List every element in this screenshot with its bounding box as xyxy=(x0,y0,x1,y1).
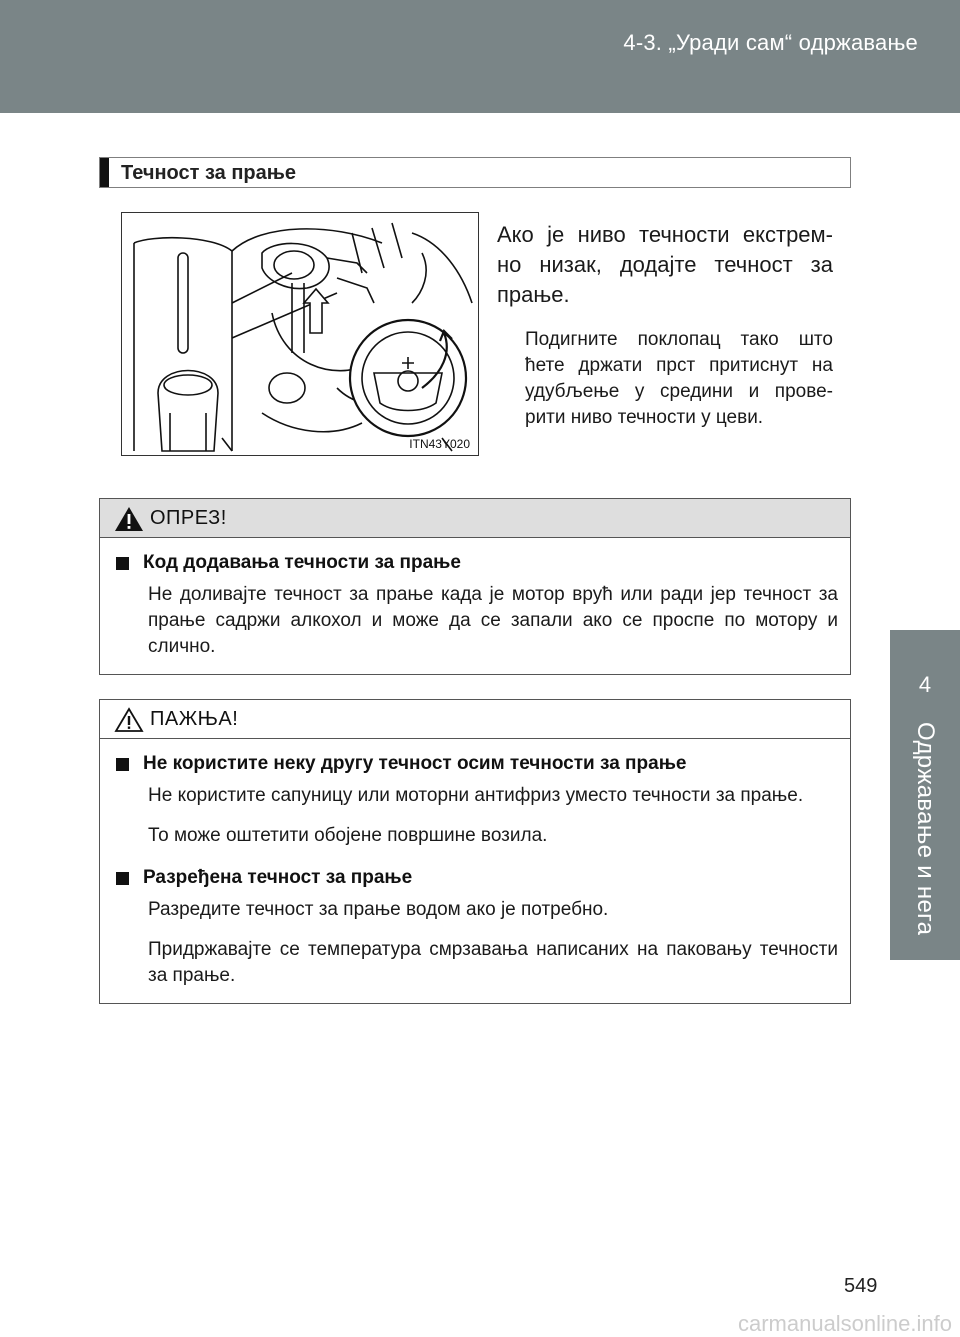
notice-item-heading xyxy=(116,867,838,889)
bullet-square-icon xyxy=(116,758,129,771)
chapter-number: 4 xyxy=(918,672,932,697)
section-breadcrumb: 4-3. „Уради сам“ одржавање xyxy=(623,30,918,55)
intro-main-text: Ако је ниво течности екстрем- но низак, додајте течност за прање. xyxy=(497,222,833,307)
intro-text-block xyxy=(497,220,833,431)
washer-reservoir-drawing xyxy=(122,213,478,455)
bullet-square-icon xyxy=(116,872,129,885)
notice-item-title: Разређена течност за прање xyxy=(143,867,413,888)
caution-body xyxy=(100,538,850,674)
warning-triangle-icon xyxy=(114,506,144,532)
header-band xyxy=(0,0,960,113)
notice-item xyxy=(116,867,838,989)
caution-item xyxy=(116,552,838,660)
caution-header xyxy=(100,499,850,538)
notice-item xyxy=(116,753,838,849)
caution-item-title: Код додавања течности за прање xyxy=(143,552,461,573)
caution-item-text: Не доливајте течност за прање када је мотор врућ или ради јер течност за прање садржи алкохол и може да се запали ако се проспе по мотору и слично. xyxy=(148,584,838,657)
notice-item-heading xyxy=(116,753,838,775)
notice-body xyxy=(100,739,850,1003)
notice-header xyxy=(100,700,850,739)
figure-code: ITN43Y020 xyxy=(409,437,470,451)
section-heading-box xyxy=(99,157,851,188)
caution-box xyxy=(99,498,851,675)
notice-item-text: Придржавајте се температура смрзавања написаних на паковању течности за прање. xyxy=(148,939,838,986)
caution-label: ОПРЕЗ! xyxy=(150,507,227,529)
page-number: 549 xyxy=(844,1275,878,1297)
notice-box xyxy=(99,699,851,1004)
notice-triangle-icon xyxy=(114,707,144,733)
section-title: Течност за прање xyxy=(121,162,296,184)
washer-fluid-illustration xyxy=(121,212,479,456)
chapter-tab[interactable] xyxy=(890,630,960,960)
notice-item-text: Разредите течност за прање водом ако је потребно. xyxy=(148,899,609,920)
section-heading-bar xyxy=(100,158,109,187)
bullet-square-icon xyxy=(116,557,129,570)
caution-item-heading xyxy=(116,552,838,574)
notice-item-text: Не користите сапуницу или моторни антифриз уместо течности за прање. xyxy=(148,785,804,806)
notice-item-text: То може оштетити обојене површине возила. xyxy=(148,825,548,846)
notice-item-title: Не користите неку другу течност осим течности за прање xyxy=(143,753,687,774)
intro-sub-text: Подигните поклопац тако што ћете држати прст притиснут на удубљење у средини и прове- рити ниво течности у цеви. xyxy=(525,329,833,428)
notice-label: ПАЖЊА! xyxy=(150,708,239,730)
chapter-title: Одржавање и нега xyxy=(912,722,939,936)
watermark-text: carmanualsonline.info xyxy=(737,1311,952,1336)
